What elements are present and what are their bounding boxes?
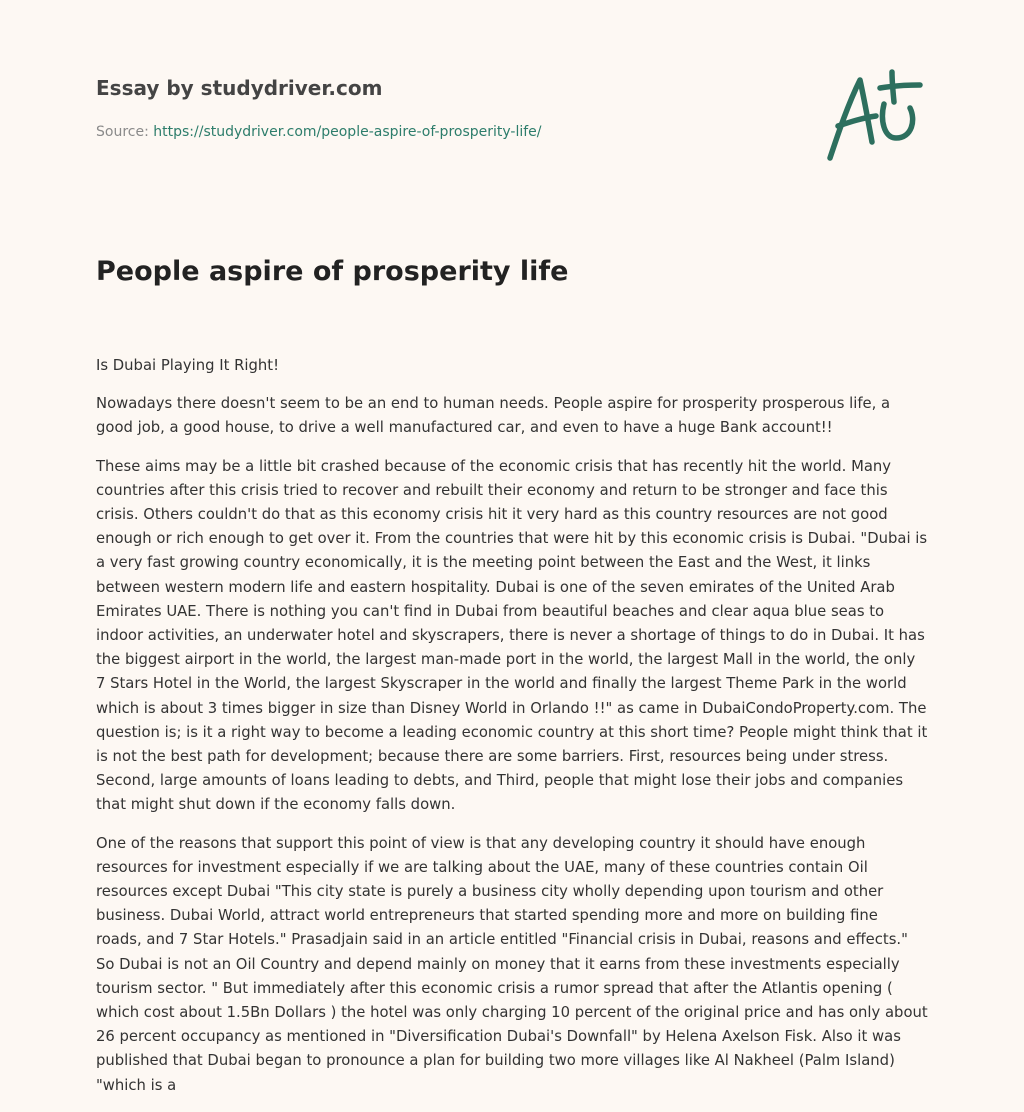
paragraph: These aims may be a little bit crashed because of the economic crisis that has recently hit the world. Many countries after this crisis tried to recover and rebuilt their economy and return to be stronger and face this crisis. Others couldn't do that as this economy crisis hit it very hard as this country resources are not good enough or rich enough to get over it. From the countries that were hit by this economic crisis is Dubai. "Dubai is a very fast growing country economically, it is the meeting point between the East and the West, it links between western modern life and eastern hospitality. Dubai is one of the seven emirates of the United Arab Emirates UAE. There is nothing you can't find in Dubai from beautiful beaches and clear aqua blue seas to indoor activities, an underwater hotel and skyscrapers, there is never a shortage of things to do in Dubai. It has the biggest airport in the world, the largest man-made port in the world, the largest Mall in the world, the only 7 Stars Hotel in the World, the largest Skyscraper in the world and finally the largest Theme Park in the world which is about 3 times bigger in size than Disney World in Orlando !!" as came in DubaiCondoProperty.com. The question is; is it a right way to become a leading economic country at this short time? People might think that it is not the best path for development; because there are some barriers. First, resources being under stress. Second, large amounts of loans leading to debts, and Third, people that might lose their jobs and companies that might shut down if the economy falls down. (96, 457, 928, 814)
site-title: Essay by studydriver.com (96, 76, 383, 100)
paragraph: Is Dubai Playing It Right! (96, 357, 280, 374)
a-plus-logo-strokes (830, 72, 920, 158)
source-line (96, 124, 542, 140)
document-body (96, 354, 928, 1112)
source-link[interactable]: https://studydriver.com/people-aspire-of-prosperity-life/ (153, 124, 542, 140)
source-label: Source: (96, 124, 154, 140)
paragraph: Nowadays there doesn't seem to be an end to human needs. People aspire for prosperity prosperous life, a good job, a good house, to drive a well manufactured car, and even to have a huge Bank account!! (96, 395, 891, 437)
a-plus-logo (822, 68, 928, 166)
paragraph: One of the reasons that support this point of view is that any developing country it should have enough resources for investment especially if we are talking about the UAE, many of these countries contain Oil resources except Dubai "This city state is purely a business city wholly depending upon tourism and other business. Dubai World, attract world entrepreneurs that started spending more and more on building fine roads, and 7 Star Hotels." Prasadjain said in an article entitled "Financial crisis in Dubai, reasons and effects." So Dubai is not an Oil Country and depend mainly on money that it earns from these investments especially tourism sector. " But immediately after this economic crisis a rumor spread that after the Atlantis opening ( which cost about 1.5Bn Dollars ) the hotel was only charging 10 percent of the original price and has only about 26 percent occupancy as mentioned in "Diversification Dubai's Downfall" by Helena Axelson Fisk. Also it was published that Dubai began to pronounce a plan for building two more villages like Al Nakheel (Palm Island) "which is a (96, 834, 928, 1094)
document-title: People aspire of prosperity life (96, 256, 569, 287)
